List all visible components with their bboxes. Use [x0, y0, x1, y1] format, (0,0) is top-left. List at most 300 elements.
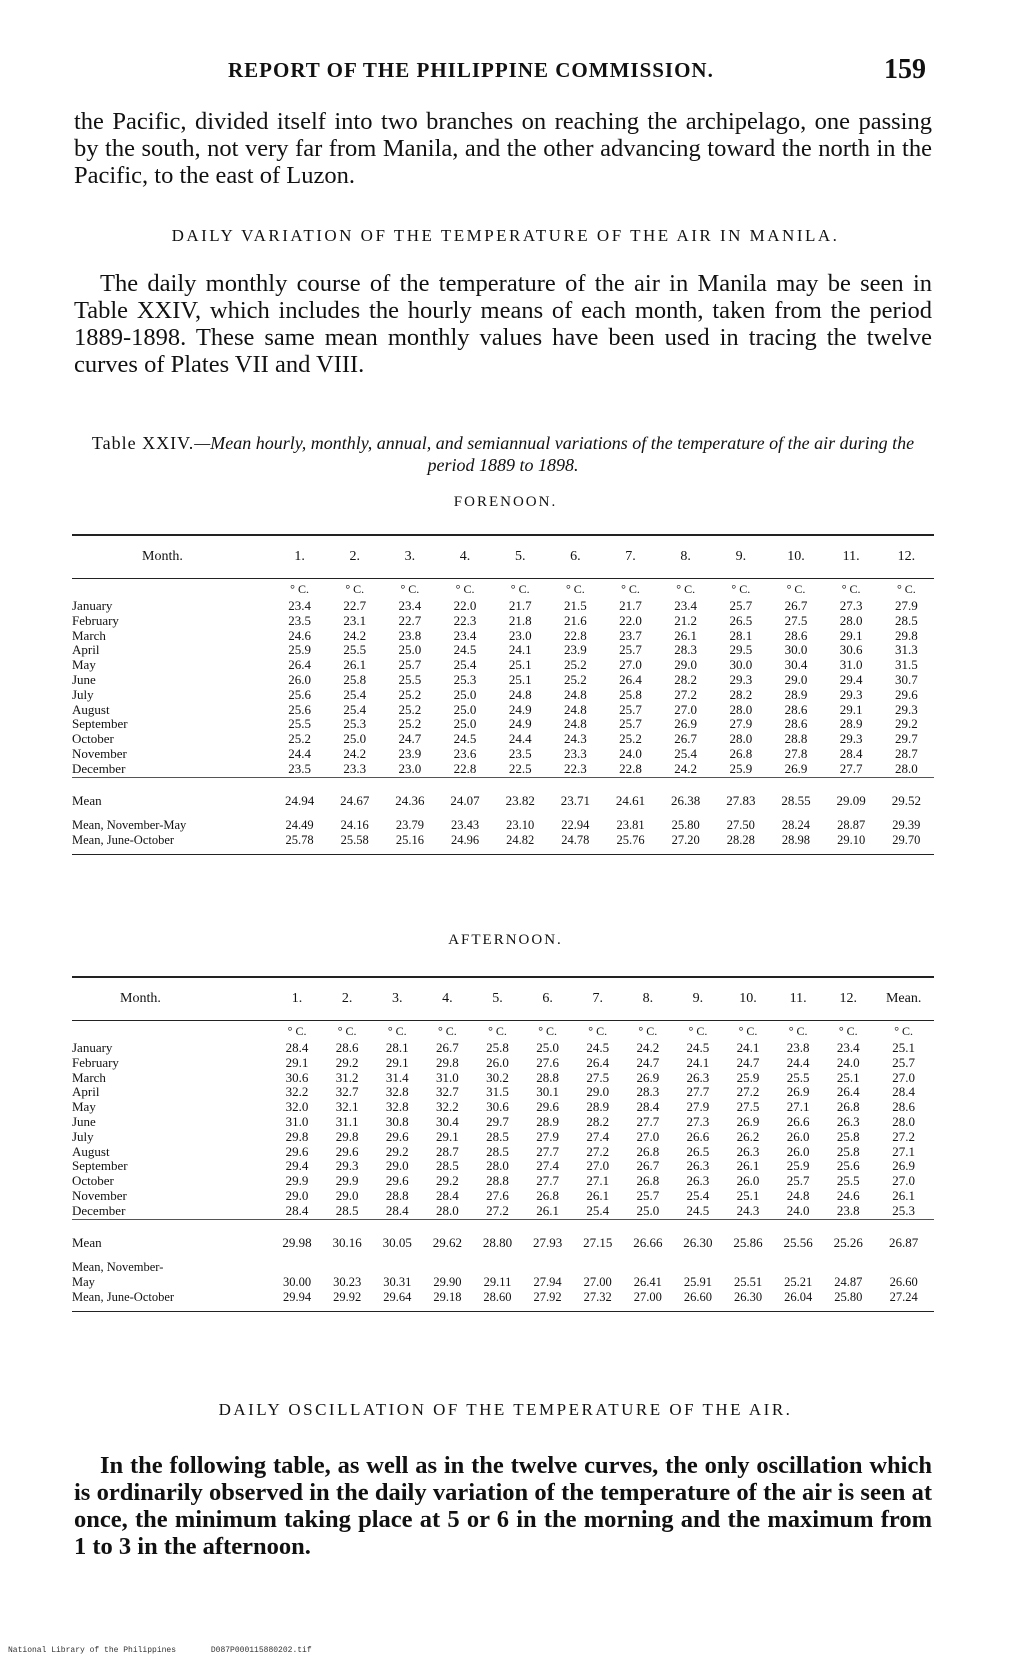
afternoon-month-cell: May: [72, 1099, 96, 1115]
forenoon-value-cell: 29.3: [839, 686, 863, 702]
forenoon-value-cell: 25.0: [453, 716, 477, 732]
forenoon-mean-cell: 24.07: [437, 777, 492, 818]
afternoon-value-cell: 28.8: [536, 1069, 559, 1085]
afternoon-value-cell: 26.1: [536, 1202, 559, 1218]
afternoon-mean-jun-oct-cell: 27.00: [633, 1289, 662, 1304]
afternoon-value-cell: 26.8: [836, 1099, 860, 1115]
afternoon-value-cell: 26.0: [786, 1128, 810, 1144]
afternoon-value-cell: 29.6: [385, 1173, 409, 1189]
afternoon-value-cell: 27.0: [892, 1173, 916, 1189]
afternoon-mean-jun-oct-cell: 26.04: [784, 1289, 813, 1304]
forenoon-value-cell: 24.2: [343, 627, 367, 643]
afternoon-value-cell: 23.8: [836, 1202, 860, 1218]
paragraph-continuation: the Pacific, divided itself into two branches on reaching the archipelago, one passing by the south, not very far from Manila, and the other advancing toward the north in the Pacific, to the east of Luzon.: [74, 108, 932, 189]
forenoon-mean-cell: 24.61: [603, 777, 658, 818]
forenoon-value-cell: 22.5: [508, 760, 532, 776]
forenoon-month-header: Month.: [72, 535, 272, 579]
afternoon-value-cell: 26.8: [536, 1187, 559, 1203]
afternoon-mean-cell: 26.66: [623, 1219, 673, 1260]
afternoon-value-cell: 28.8: [486, 1173, 509, 1189]
scan-footer: [8, 1646, 342, 1655]
afternoon-value-cell: 24.5: [586, 1040, 610, 1055]
afternoon-value-cell: 28.2: [586, 1113, 610, 1129]
forenoon-mean-jun-oct-cell: 27.20: [671, 832, 700, 847]
forenoon-value-cell: 29.6: [894, 686, 918, 702]
afternoon-value-cell: 27.7: [536, 1143, 559, 1159]
table-caption-label: Table XXIV.: [91, 433, 195, 453]
forenoon-table-row: [72, 599, 934, 614]
afternoon-mean-cell: 30.16: [322, 1219, 372, 1260]
forenoon-value-cell: 21.7: [619, 598, 642, 613]
forenoon-value-cell: 24.4: [508, 731, 532, 747]
afternoon-mean-nov-may-label-line1: Mean, November-: [72, 1259, 164, 1274]
afternoon-hour-header: 2.: [322, 977, 372, 1021]
forenoon-value-cell: 25.2: [619, 731, 642, 747]
forenoon-mean-cell: 26.38: [658, 777, 713, 818]
afternoon-mean-jun-oct-cell: 28.60: [483, 1289, 512, 1304]
forenoon-mean-row: [72, 777, 934, 818]
forenoon-mean-nov-may-cell: 23.81: [616, 817, 645, 832]
afternoon-value-cell: 25.5: [836, 1173, 860, 1189]
forenoon-hour-header: 10.: [768, 535, 823, 579]
afternoon-value-cell: 28.4: [436, 1187, 459, 1203]
forenoon-value-cell: 22.7: [343, 598, 367, 613]
afternoon-month-header: Month.: [72, 977, 272, 1021]
afternoon-unit-cell: ° C.: [638, 1023, 658, 1038]
forenoon-value-cell: 23.0: [398, 760, 422, 776]
forenoon-value-cell: 23.4: [674, 598, 698, 613]
afternoon-value-cell: 29.8: [436, 1054, 459, 1070]
forenoon-hour-header: 12.: [879, 535, 934, 579]
section-title-daily-oscillation: DAILY OSCILLATION OF THE TEMPERATURE OF THE AIR.: [218, 1400, 793, 1419]
afternoon-value-cell: 24.5: [686, 1202, 710, 1218]
afternoon-value-cell: 29.4: [285, 1158, 309, 1174]
afternoon-month-cell: December: [72, 1202, 126, 1218]
afternoon-mean-nov-may-cell: 25.91: [683, 1274, 712, 1289]
forenoon-hour-header: 4.: [437, 535, 492, 579]
afternoon-table-row: [72, 1115, 934, 1130]
afternoon-value-cell: 27.0: [892, 1069, 916, 1085]
afternoon-value-cell: 27.7: [686, 1084, 710, 1100]
forenoon-value-cell: 27.0: [619, 657, 642, 673]
forenoon-month-cell: January: [72, 598, 113, 613]
forenoon-value-cell: 22.8: [619, 760, 642, 776]
forenoon-value-cell: 27.5: [784, 612, 808, 628]
forenoon-value-cell: 27.3: [839, 598, 863, 613]
forenoon-value-cell: 24.2: [343, 745, 367, 761]
forenoon-value-cell: 25.5: [398, 671, 422, 687]
afternoon-value-cell: 27.2: [892, 1128, 916, 1144]
forenoon-value-cell: 24.9: [508, 716, 532, 732]
forenoon-value-cell: 28.8: [784, 731, 808, 747]
afternoon-value-cell: 29.1: [285, 1054, 309, 1070]
afternoon-value-cell: 26.1: [892, 1187, 916, 1203]
afternoon-value-cell: 30.8: [385, 1113, 409, 1129]
forenoon-unit-cell: ° C.: [455, 581, 475, 596]
forenoon-value-cell: 24.2: [674, 760, 698, 776]
afternoon-unit-cell: ° C.: [437, 1023, 457, 1038]
forenoon-value-cell: 24.4: [288, 745, 311, 761]
forenoon-unit-cell: ° C.: [400, 581, 420, 596]
forenoon-value-cell: 28.6: [784, 716, 808, 732]
forenoon-value-cell: 30.4: [784, 657, 808, 673]
forenoon-mean-jun-oct-cell: 25.16: [395, 832, 424, 847]
afternoon-value-cell: 25.4: [586, 1202, 610, 1218]
afternoon-value-cell: 25.0: [636, 1202, 660, 1218]
afternoon-value-cell: 29.6: [536, 1099, 559, 1115]
afternoon-value-cell: 31.1: [335, 1113, 359, 1129]
forenoon-value-cell: 26.7: [784, 598, 808, 613]
afternoon-value-cell: 24.6: [836, 1187, 860, 1203]
afternoon-month-cell: September: [72, 1158, 128, 1174]
forenoon-value-cell: 23.4: [398, 598, 422, 613]
forenoon-mean-nov-may-row: [72, 818, 934, 833]
forenoon-value-cell: 26.7: [674, 731, 698, 747]
paragraph-intro: The daily monthly course of the temperature of the air in Manila may be seen in Table XXIV, which includes the hourly means of each month, taken from the period 1889-1898. These same mean monthly values have been used in tracing the twelve curves of Plates VII and VIII.: [74, 270, 932, 378]
forenoon-unit-cell: ° C.: [345, 581, 365, 596]
afternoon-value-cell: 26.6: [786, 1113, 810, 1129]
forenoon-value-cell: 23.3: [563, 745, 587, 761]
afternoon-value-cell: 26.3: [836, 1113, 860, 1129]
afternoon-value-cell: 32.7: [436, 1084, 459, 1100]
afternoon-value-cell: 28.5: [486, 1128, 509, 1144]
running-head: REPORT OF THE PHILIPPINE COMMISSION.: [228, 58, 714, 82]
afternoon-value-cell: 29.2: [436, 1173, 459, 1189]
forenoon-mean-cell: 29.09: [824, 777, 879, 818]
forenoon-value-cell: 23.9: [563, 642, 587, 658]
forenoon-value-cell: 25.2: [398, 686, 422, 702]
forenoon-value-cell: 29.0: [674, 657, 698, 673]
forenoon-value-cell: 27.9: [729, 716, 753, 732]
forenoon-mean-nov-may-cell: 28.24: [781, 817, 811, 832]
forenoon-mean-jun-oct-cell: 24.78: [561, 832, 590, 847]
afternoon-value-cell: 25.9: [736, 1069, 760, 1085]
forenoon-value-cell: 28.2: [729, 686, 753, 702]
afternoon-value-cell: 28.0: [436, 1202, 459, 1218]
afternoon-mean-cell: 26.30: [673, 1219, 723, 1260]
forenoon-hour-header: 11.: [824, 535, 879, 579]
afternoon-value-cell: 26.1: [736, 1158, 760, 1174]
afternoon-value-cell: 26.9: [892, 1158, 916, 1174]
afternoon-table-row: [72, 1085, 934, 1100]
page-number: 159: [884, 54, 926, 85]
afternoon-mean-jun-oct-cell: 29.94: [282, 1289, 312, 1304]
forenoon-value-cell: 21.8: [508, 612, 532, 628]
afternoon-value-cell: 29.0: [335, 1187, 359, 1203]
afternoon-mean-jun-oct-cell: 27.24: [889, 1289, 918, 1304]
afternoon-mean-nov-may-cell: 30.23: [333, 1274, 362, 1289]
forenoon-value-cell: 24.0: [619, 745, 642, 761]
forenoon-value-cell: 25.0: [453, 701, 477, 717]
forenoon-value-cell: 23.5: [288, 760, 311, 776]
forenoon-value-cell: 23.7: [619, 627, 642, 643]
afternoon-value-cell: 27.6: [536, 1054, 559, 1070]
afternoon-hour-header: 3.: [372, 977, 422, 1021]
forenoon-table-row: [72, 732, 934, 747]
running-header: [0, 54, 1011, 88]
forenoon-unit-cell: ° C.: [786, 581, 806, 596]
afternoon-value-cell: 28.3: [636, 1084, 660, 1100]
forenoon-hour-header: 8.: [658, 535, 713, 579]
forenoon-value-cell: 26.1: [674, 627, 698, 643]
forenoon-value-cell: 28.5: [894, 612, 918, 628]
forenoon-unit-cell: ° C.: [896, 581, 916, 596]
forenoon-table-row: [72, 717, 934, 732]
forenoon-value-cell: 23.9: [398, 745, 422, 761]
afternoon-value-cell: 29.2: [335, 1054, 359, 1070]
forenoon-month-cell: November: [72, 745, 127, 761]
afternoon-mean-cell: 26.87: [873, 1219, 934, 1260]
afternoon-value-cell: 26.7: [636, 1158, 660, 1174]
afternoon-value-cell: 27.1: [786, 1099, 810, 1115]
forenoon-value-cell: 29.4: [839, 671, 863, 687]
forenoon-mean-jun-oct-cell: 25.76: [616, 832, 645, 847]
afternoon-value-cell: 31.0: [285, 1113, 309, 1129]
afternoon-value-cell: 24.8: [786, 1187, 810, 1203]
afternoon-value-cell: 25.7: [636, 1187, 660, 1203]
afternoon-value-cell: 27.1: [892, 1143, 916, 1159]
afternoon-mean-cell: 29.62: [422, 1219, 472, 1260]
forenoon-mean-nov-may-cell: 29.39: [892, 817, 921, 832]
forenoon-table-row: [72, 747, 934, 762]
afternoon-value-cell: 25.4: [686, 1187, 710, 1203]
forenoon-mean-jun-oct-cell: 28.28: [726, 832, 755, 847]
forenoon-value-cell: 29.3: [729, 671, 753, 687]
afternoon-value-cell: 29.9: [285, 1173, 309, 1189]
afternoon-value-cell: 26.4: [836, 1084, 860, 1100]
afternoon-value-cell: 26.7: [436, 1040, 459, 1055]
forenoon-value-cell: 26.1: [343, 657, 367, 673]
afternoon-value-cell: 24.5: [686, 1040, 710, 1055]
afternoon-mean-cell: 27.93: [523, 1219, 573, 1260]
afternoon-value-cell: 30.6: [285, 1069, 309, 1085]
forenoon-value-cell: 31.5: [894, 657, 918, 673]
afternoon-value-cell: 25.8: [486, 1040, 509, 1055]
forenoon-title: FORENOON.: [453, 494, 558, 510]
forenoon-unit-row: [72, 579, 934, 600]
forenoon-value-cell: 25.0: [453, 686, 477, 702]
afternoon-value-cell: 25.5: [786, 1069, 810, 1085]
forenoon-mean-jun-oct-cell: 29.10: [837, 832, 866, 847]
forenoon-month-cell: September: [72, 716, 128, 732]
forenoon-hour-header: 5.: [493, 535, 548, 579]
forenoon-value-cell: 26.4: [619, 671, 642, 687]
afternoon-value-cell: 26.3: [686, 1069, 710, 1085]
afternoon-value-cell: 32.1: [335, 1099, 359, 1115]
afternoon-mean-nov-may-cell: 25.21: [784, 1274, 813, 1289]
forenoon-month-cell: August: [72, 701, 110, 717]
forenoon-value-cell: 21.6: [563, 612, 587, 628]
forenoon-value-cell: 30.0: [784, 642, 808, 658]
afternoon-mean-jun-oct-label: Mean, June-October: [72, 1289, 175, 1304]
afternoon-mean-nov-may-cell: 27.00: [583, 1274, 612, 1289]
forenoon-bottom-rule: [72, 848, 934, 855]
forenoon-unit-blank: [72, 579, 272, 600]
forenoon-month-cell: June: [72, 671, 96, 687]
forenoon-value-cell: 21.5: [563, 598, 587, 613]
afternoon-value-cell: 27.7: [636, 1113, 660, 1129]
afternoon-value-cell: 26.8: [636, 1143, 660, 1159]
forenoon-value-cell: 25.7: [619, 701, 642, 717]
forenoon-value-cell: 28.0: [729, 731, 753, 747]
afternoon-mean-cell: 28.80: [472, 1219, 522, 1260]
afternoon-value-cell: 28.4: [636, 1099, 660, 1115]
forenoon-mean-label: Mean: [72, 777, 272, 818]
afternoon-mean-cell: 30.05: [372, 1219, 422, 1260]
afternoon-value-cell: 30.6: [486, 1099, 509, 1115]
forenoon-value-cell: 28.2: [674, 671, 698, 687]
forenoon-value-cell: 28.4: [839, 745, 863, 761]
forenoon-bottom-rule-cell: [72, 848, 934, 855]
afternoon-value-cell: 26.9: [636, 1069, 660, 1085]
forenoon-value-cell: 29.5: [729, 642, 753, 658]
forenoon-value-cell: 25.7: [619, 716, 642, 732]
forenoon-mean-nov-may-cell: 27.50: [726, 817, 755, 832]
afternoon-unit-cell: ° C.: [588, 1023, 608, 1038]
afternoon-value-cell: 28.0: [892, 1113, 916, 1129]
afternoon-value-cell: 32.2: [285, 1084, 309, 1100]
forenoon-value-cell: 25.1: [508, 671, 532, 687]
forenoon-value-cell: 22.0: [619, 612, 642, 628]
forenoon-mean-nov-may-cell: 24.49: [285, 817, 314, 832]
forenoon-value-cell: 24.5: [453, 642, 477, 658]
forenoon-value-cell: 25.2: [398, 716, 422, 732]
forenoon-mean-nov-may-cell: 23.43: [450, 817, 480, 832]
forenoon-hour-header: 7.: [603, 535, 658, 579]
afternoon-table-row: [72, 1159, 934, 1174]
forenoon-value-cell: 22.7: [398, 612, 422, 628]
afternoon-value-cell: 28.4: [285, 1040, 309, 1055]
forenoon-header-row: [72, 535, 934, 579]
forenoon-value-cell: 25.9: [729, 760, 753, 776]
afternoon-hour-header: 7.: [573, 977, 623, 1021]
forenoon-value-cell: 23.4: [288, 598, 311, 613]
afternoon-value-cell: 28.8: [385, 1187, 409, 1203]
afternoon-value-cell: 29.8: [335, 1128, 359, 1144]
forenoon-value-cell: 31.3: [894, 642, 918, 658]
afternoon-value-cell: 28.4: [285, 1202, 309, 1218]
forenoon-value-cell: 30.6: [839, 642, 863, 658]
paragraph-oscillation: In the following table, as well as in the twelve curves, the only oscillation which is ordinarily observed in the daily variation of the temperature of the air is seen at once, the minimum taking place at 5 or 6 in the morning and the maximum from 1 to 3 in the afternoon.: [74, 1452, 932, 1560]
afternoon-month-cell: October: [72, 1173, 114, 1189]
afternoon-bottom-rule-cell: [72, 1305, 934, 1312]
afternoon-table-row: [72, 1145, 934, 1160]
forenoon-value-cell: 29.1: [839, 701, 863, 717]
forenoon-value-cell: 28.9: [784, 686, 808, 702]
afternoon-mean-nov-may-label-line2: May: [72, 1274, 95, 1289]
forenoon-value-cell: 24.3: [563, 731, 587, 747]
afternoon-value-cell: 30.1: [536, 1084, 559, 1100]
afternoon-table-row: [72, 1204, 934, 1219]
forenoon-value-cell: 25.8: [343, 671, 367, 687]
forenoon-value-cell: 25.4: [674, 745, 698, 761]
forenoon-value-cell: 24.1: [508, 642, 532, 658]
afternoon-value-cell: 26.9: [736, 1113, 760, 1129]
forenoon-mean-cell: 24.36: [382, 777, 437, 818]
afternoon-mean-nov-may-cell: 26.41: [633, 1274, 662, 1289]
afternoon-value-cell: 24.7: [636, 1054, 660, 1070]
forenoon-month-cell: December: [72, 760, 126, 776]
section-title-daily-variation: DAILY VARIATION OF THE TEMPERATURE OF THE AIR IN MANILA.: [171, 226, 840, 245]
afternoon-value-cell: 25.0: [536, 1040, 559, 1055]
afternoon-value-cell: 27.4: [586, 1128, 610, 1144]
afternoon-value-cell: 26.0: [786, 1143, 810, 1159]
afternoon-mean-nov-may-cell: 30.31: [383, 1274, 412, 1289]
afternoon-value-cell: 26.0: [486, 1054, 509, 1070]
afternoon-value-cell: 27.5: [586, 1069, 610, 1085]
afternoon-month-cell: January: [72, 1040, 113, 1055]
forenoon-value-cell: 22.8: [563, 627, 587, 643]
forenoon-table-row: [72, 629, 934, 644]
forenoon-hour-header: 9.: [713, 535, 768, 579]
forenoon-unit-cell: ° C.: [565, 581, 585, 596]
afternoon-value-cell: 25.7: [892, 1054, 916, 1070]
afternoon-value-cell: 25.8: [836, 1143, 860, 1159]
afternoon-table-row: [72, 1100, 934, 1115]
afternoon-mean-nov-may-cell: 29.90: [433, 1274, 462, 1289]
afternoon-value-cell: 26.8: [636, 1173, 660, 1189]
forenoon-month-cell: March: [72, 627, 106, 643]
afternoon-month-cell: August: [72, 1143, 110, 1159]
forenoon-month-cell: April: [72, 642, 100, 658]
forenoon-value-cell: 26.9: [784, 760, 808, 776]
afternoon-mean-jun-oct-cell: 29.92: [333, 1289, 362, 1304]
afternoon-value-cell: 24.1: [736, 1040, 760, 1055]
forenoon-value-cell: 24.8: [563, 686, 587, 702]
forenoon-value-cell: 26.0: [288, 671, 311, 687]
forenoon-hour-header: 2.: [327, 535, 382, 579]
forenoon-value-cell: 30.0: [729, 657, 753, 673]
forenoon-value-cell: 28.7: [894, 745, 918, 761]
table-caption: [74, 432, 932, 476]
forenoon-month-cell: May: [72, 657, 96, 673]
afternoon-value-cell: 26.6: [686, 1128, 710, 1144]
afternoon-value-cell: 23.8: [786, 1040, 810, 1055]
afternoon-unit-row: [72, 1021, 934, 1042]
afternoon-value-cell: 24.4: [786, 1054, 810, 1070]
forenoon-mean-cell: 29.52: [879, 777, 934, 818]
forenoon-value-cell: 25.4: [343, 686, 367, 702]
afternoon-value-cell: 25.1: [736, 1187, 760, 1203]
afternoon-table-row: [72, 1071, 934, 1086]
forenoon-value-cell: 23.6: [453, 745, 477, 761]
forenoon-value-cell: 26.8: [729, 745, 753, 761]
forenoon-value-cell: 25.5: [288, 716, 311, 732]
forenoon-table-row: [72, 643, 934, 658]
forenoon-value-cell: 25.1: [508, 657, 532, 673]
afternoon-value-cell: 29.2: [385, 1143, 409, 1159]
afternoon-value-cell: 31.0: [436, 1069, 459, 1085]
afternoon-mean-nov-may-label: [72, 1260, 272, 1290]
forenoon-hour-header: 3.: [382, 535, 437, 579]
afternoon-table-row: [72, 1174, 934, 1189]
afternoon-value-cell: 24.0: [836, 1054, 860, 1070]
afternoon-value-cell: 28.5: [335, 1202, 359, 1218]
afternoon-title: AFTERNOON.: [448, 932, 563, 948]
forenoon-value-cell: 25.4: [343, 701, 367, 717]
forenoon-value-cell: 22.8: [453, 760, 477, 776]
afternoon-hour-header: 1.: [272, 977, 322, 1021]
afternoon-month-cell: March: [72, 1069, 106, 1085]
afternoon-value-cell: 29.6: [335, 1143, 359, 1159]
forenoon-unit-cell: ° C.: [676, 581, 696, 596]
forenoon-value-cell: 29.3: [894, 701, 918, 717]
afternoon-hour-header: 12.: [823, 977, 873, 1021]
forenoon-table-row: [72, 688, 934, 703]
forenoon-value-cell: 27.9: [894, 598, 918, 613]
forenoon-value-cell: 24.6: [288, 627, 311, 643]
afternoon-value-cell: 26.3: [686, 1173, 710, 1189]
